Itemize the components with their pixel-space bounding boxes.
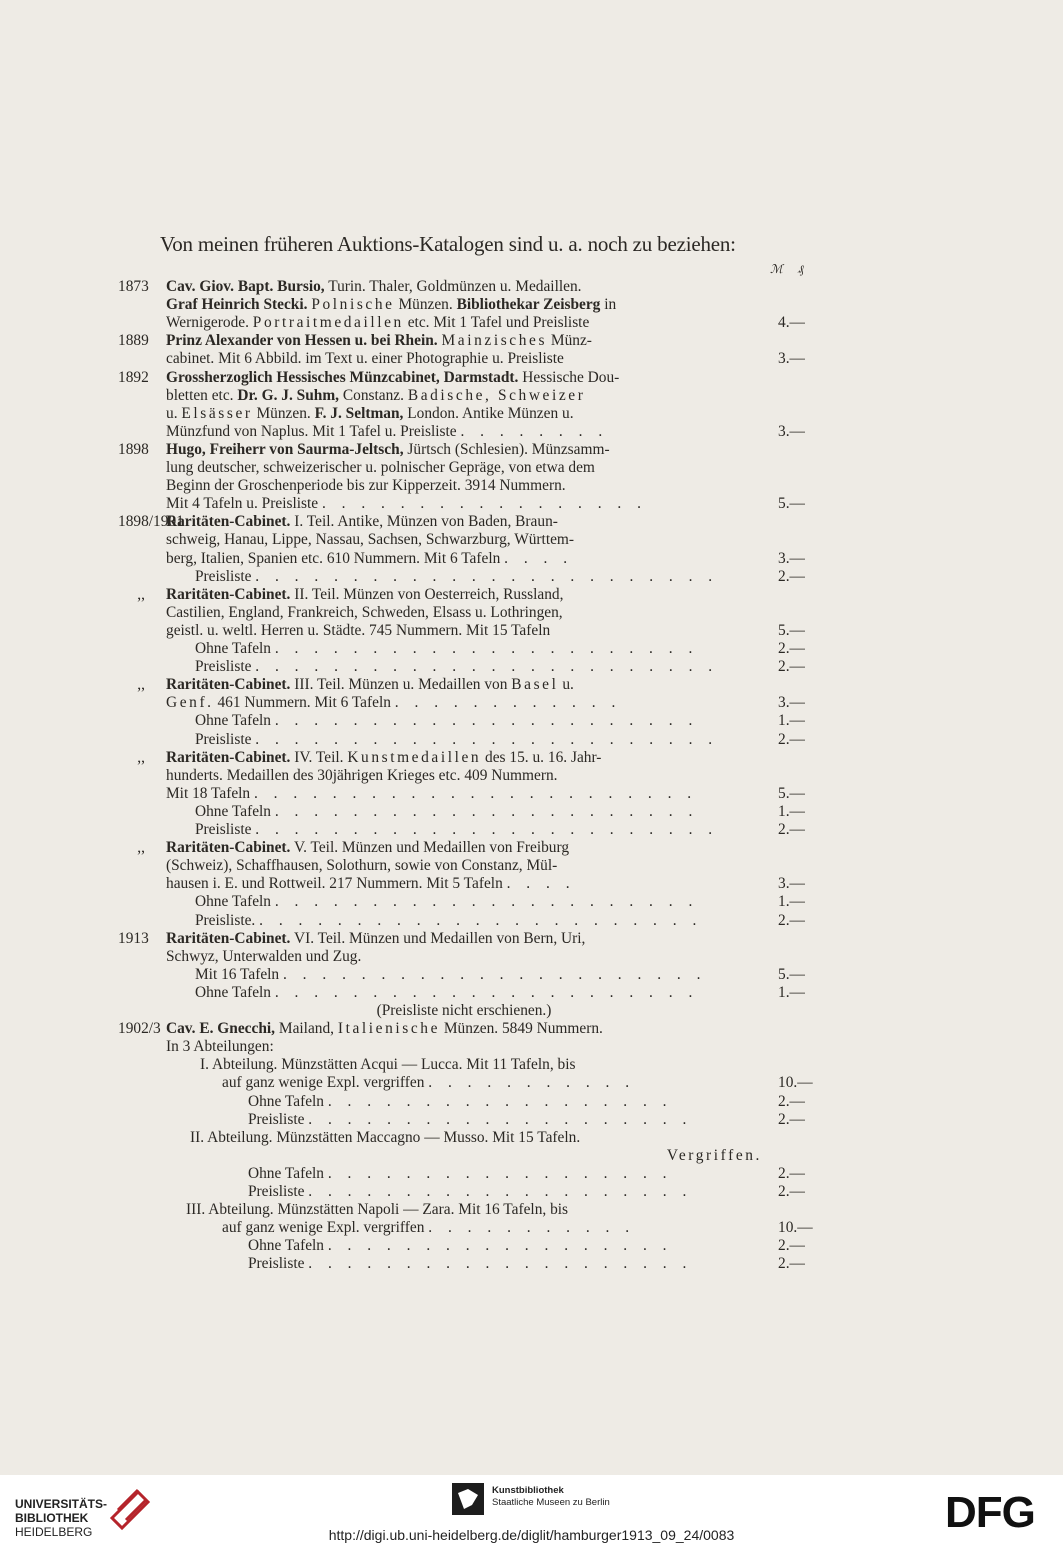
page-heading: Von meinen früheren Auktions-Katalogen sind u. a. noch zu beziehen: (160, 232, 736, 256)
catalog-line (200, 1056, 762, 1073)
catalog-line (166, 332, 762, 349)
line-text: (Preisliste nicht erschienen.) (376, 1002, 552, 1019)
entry-year: 1892 (118, 369, 149, 386)
dot-leader: . . . . . . . . . . . . . . . . . . . . . . . . (255, 658, 719, 675)
catalog-line (186, 1201, 762, 1218)
ub-line-3: HEIDELBERG (15, 1525, 93, 1539)
currency-header: ℳ ₰ (770, 262, 810, 276)
line-text: geistl. u. weltl. Herren u. Städte. 745 Nummern. Mit 15 Tafeln (166, 622, 551, 639)
catalog-line (222, 1219, 762, 1236)
entry-price: 2.— (778, 821, 805, 838)
kb-line-1: Kunstbibliothek (492, 1485, 564, 1496)
catalog-line (166, 405, 762, 422)
catalog-line (195, 640, 762, 657)
dot-leader: . . . . . . . . . . . . . . . . . . . . . . (274, 893, 699, 910)
catalog-line (166, 550, 762, 567)
line-text: III. Abteilung. Münzstätten Napoli — Zara. Mit 16 Tafeln, bis (186, 1201, 569, 1218)
line-text: Castilien, England, Frankreich, Schweden, Elsass u. Lothringen, (166, 604, 563, 621)
bold-name: Graf Heinrich Stecki. (166, 296, 308, 313)
line-text: Genf. (166, 694, 214, 711)
line-text: II. Teil. Münzen von Oesterreich, Russland, (290, 586, 564, 603)
catalog-line (166, 278, 762, 295)
line-text: Portraitmedaillen (252, 314, 404, 331)
entry-year: 1873 (118, 278, 149, 295)
entry-price: 2.— (778, 912, 805, 929)
line-text: Beginn der Groschenperiode bis zur Kipperzeit. 3914 Nummern. (166, 477, 566, 494)
bold-name: Raritäten-Cabinet. (166, 586, 291, 603)
catalog-line (195, 984, 762, 1001)
bold-name: Raritäten-Cabinet. (166, 513, 291, 530)
line-text: Preisliste (195, 821, 256, 838)
bold-name: Raritäten-Cabinet. (166, 676, 291, 693)
dot-leader: . . . . . . . . . . . . . . . . . . . . . . . (253, 785, 698, 802)
line-text: u. (166, 405, 182, 422)
catalog-line (166, 495, 762, 512)
line-text: Ohne Tafeln (195, 984, 275, 1001)
catalog-line (195, 912, 762, 929)
bold-name: Grossherzoglich Hessisches Münzcabinet, Darmstadt. (166, 369, 519, 386)
dot-leader: . . . . . . . . . . . . . . . . . . . . (308, 1183, 693, 1200)
dot-leader: . . . . . . . . . . . . . . . . . . . . . . . . (255, 731, 719, 748)
entry-price: 5.— (778, 495, 805, 512)
bold-name: Prinz Alexander von Hessen u. bei Rhein. (166, 332, 438, 349)
entry-price: 5.— (778, 966, 805, 983)
line-text: Kunstmedaillen (347, 749, 482, 766)
catalog-line (248, 1255, 762, 1272)
line-text: Münz- (547, 332, 592, 349)
entry-price: 2.— (778, 731, 805, 748)
entry-price: 2.— (778, 658, 805, 675)
kb-line-2: Staatliche Museen zu Berlin (492, 1497, 610, 1508)
kunstbibliothek-logo-icon (452, 1483, 484, 1515)
entry-price: 1.— (778, 893, 805, 910)
catalog-line (166, 604, 762, 621)
catalog-line (166, 1147, 762, 1164)
ub-line-1: UNIVERSITÄTS- (15, 1497, 108, 1511)
line-text: I. Teil. Antike, Münzen von Baden, Braun- (290, 513, 558, 530)
entry-price: 2.— (778, 640, 805, 657)
bold-name: Raritäten-Cabinet. (166, 749, 291, 766)
dot-leader: . . . . (504, 550, 574, 567)
line-text: II. Abteilung. Münzstätten Maccagno — Musso. Mit 15 Tafeln. (190, 1129, 581, 1146)
line-text: Münzfund von Naplus. Mit 1 Tafel u. Preisliste (166, 423, 461, 440)
bold-name: Dr. G. J. Suhm, (237, 387, 340, 404)
entry-price: 1.— (778, 803, 805, 820)
line-text: Mit 18 Tafeln (166, 785, 254, 802)
entry-price: 2.— (778, 1111, 805, 1128)
entry-year: 1898 (118, 441, 149, 458)
catalog-line (248, 1237, 762, 1254)
entry-price: 3.— (778, 694, 805, 711)
catalog-line (166, 694, 762, 711)
dot-leader: . . . . . . . . . . . . . . . . . . . . . . . . (255, 821, 719, 838)
bold-name: Raritäten-Cabinet. (166, 839, 291, 856)
line-text: Ohne Tafeln (248, 1093, 328, 1110)
line-text: auf ganz wenige Expl. vergriffen (222, 1074, 429, 1091)
line-text: Preisliste (195, 658, 256, 675)
catalog-line (195, 893, 762, 910)
line-text: (Schweiz), Schaffhausen, Solothurn, sowie von Constanz, Mül- (166, 857, 558, 874)
entry-price: 3.— (778, 350, 805, 367)
line-text: Basel (511, 676, 559, 693)
line-text: I. Abteilung. Münzstätten Acqui — Lucca. Mit 11 Tafeln, bis (200, 1056, 576, 1073)
line-text: Badische, Schweizer (407, 387, 586, 404)
line-text: Preisliste (248, 1111, 309, 1128)
catalog-line (166, 314, 762, 331)
catalog-line (195, 568, 762, 585)
line-text: Preisliste (248, 1183, 309, 1200)
dot-leader: . . . . . . . . . . . . . . . . . . . . . . . . (255, 568, 719, 585)
entry-price: 2.— (778, 568, 805, 585)
dot-leader: . . . . . . . . . . . . . . . . . . (327, 1237, 673, 1254)
kunstbibliothek-name (492, 1485, 610, 1509)
line-text: Mit 16 Tafeln (195, 966, 283, 983)
line-text: Münzen. (252, 405, 315, 422)
entry-price: 3.— (778, 875, 805, 892)
catalog-line (190, 1129, 762, 1146)
line-text: Preisliste. (195, 912, 260, 929)
line-text: 461 Nummern. Mit 6 Tafeln (213, 694, 395, 711)
catalog-line (166, 477, 762, 494)
line-text: Elsässer (181, 405, 253, 422)
line-text: hunderts. Medaillen des 30jährigen Krieges etc. 409 Nummern. (166, 767, 558, 784)
line-text: bletten etc. (166, 387, 238, 404)
line-text: Italienische (337, 1020, 441, 1037)
entry-year: ,, (118, 839, 145, 856)
line-text: Hessische Dou- (518, 369, 620, 386)
catalog-line (166, 459, 762, 476)
catalog-line (222, 1074, 762, 1091)
bold-name: Hugo, Freiherr von Saurma-Jeltsch, (166, 441, 404, 458)
dot-leader: . . . . . . . . . . . . . . . . . . . . . . (282, 966, 707, 983)
line-text: Mit 4 Tafeln u. Preisliste (166, 495, 322, 512)
catalog-line (166, 767, 762, 784)
line-text: VI. Teil. Münzen und Medaillen von Bern, Uri, (290, 930, 586, 947)
dot-leader: . . . . . . . . . . . . . . . . . (321, 495, 647, 512)
catalog-line (195, 803, 762, 820)
line-text: Vergriffen. (666, 1147, 762, 1164)
line-text: III. Teil. Münzen u. Medaillen von (290, 676, 512, 693)
catalog-line (166, 1002, 762, 1019)
line-text: auf ganz wenige Expl. vergriffen (222, 1219, 429, 1236)
entry-year: 1913 (118, 930, 149, 947)
line-text: Münzen. (394, 296, 457, 313)
entry-year: ,, (118, 586, 145, 603)
catalog-line (166, 930, 762, 947)
bold-name: F. J. Seltman, (314, 405, 404, 422)
catalog-line (166, 350, 762, 367)
dot-leader: . . . . . . . . . . . . (394, 694, 622, 711)
line-text: Ohne Tafeln (195, 803, 275, 820)
dot-leader: . . . . . . . . . . . . . . . . . . (327, 1165, 673, 1182)
catalog-line (195, 821, 762, 838)
entry-year: 1902/3 (118, 1020, 161, 1037)
dot-leader: . . . . . . . . . . . (428, 1219, 636, 1236)
line-text: hausen i. E. und Rottweil. 217 Nummern. Mit 5 Tafeln (166, 875, 507, 892)
catalog-line (166, 1020, 762, 1037)
catalog-line (166, 948, 762, 965)
line-text: Ohne Tafeln (248, 1165, 328, 1182)
catalog-line (166, 513, 762, 530)
line-text: in (600, 296, 617, 313)
entry-price: 10.— (778, 1219, 813, 1236)
line-text: etc. Mit 1 Tafel und Preisliste (403, 314, 590, 331)
catalog-line (166, 296, 762, 313)
line-text: lung deutscher, schweizerischer u. polnischer Gepräge, von etwa dem (166, 459, 595, 476)
catalog-line (166, 676, 762, 693)
catalog-line (195, 658, 762, 675)
line-text: Preisliste (195, 731, 256, 748)
line-text: Polnische (311, 296, 395, 313)
catalog-line (166, 622, 762, 639)
line-text: schweig, Hanau, Lippe, Nassau, Sachsen, Schwarzburg, Württem- (166, 531, 575, 548)
line-text: Ohne Tafeln (195, 712, 275, 729)
catalog-line (166, 531, 762, 548)
entry-price: 1.— (778, 984, 805, 1001)
catalog-line (166, 785, 762, 802)
dot-leader: . . . . . . . . . . . . . . . . . . . . . . (274, 803, 699, 820)
catalog-line (248, 1165, 762, 1182)
bold-name: Raritäten-Cabinet. (166, 930, 291, 947)
dfg-logo: DFG (945, 1488, 1035, 1537)
line-text: Constanz. (339, 387, 408, 404)
university-library-logo-icon (108, 1480, 154, 1532)
bold-name: Cav. E. Gnecchi, (166, 1020, 276, 1037)
catalog-line (166, 387, 762, 404)
entry-price: 2.— (778, 1165, 805, 1182)
catalog-line (166, 441, 762, 458)
line-text: Preisliste (195, 568, 256, 585)
catalog-line (248, 1093, 762, 1110)
line-text: des 15. u. 16. Jahr- (481, 749, 602, 766)
entry-price: 1.— (778, 712, 805, 729)
line-text: Wernigerode. (166, 314, 253, 331)
catalog-line (166, 749, 762, 766)
ub-line-2: BIBLIOTHEK (15, 1511, 89, 1525)
line-text: Turin. Thaler, Goldmünzen u. Medaillen. (324, 278, 582, 295)
catalog-line (166, 839, 762, 856)
dot-leader: . . . . . . . . . . . (428, 1074, 636, 1091)
catalog-line (166, 1038, 762, 1055)
permalink-url[interactable]: http://digi.ub.uni-heidelberg.de/diglit/hamburger1913_09_24/0083 (328, 1527, 735, 1543)
dot-leader: . . . . (506, 875, 576, 892)
line-text: Preisliste (248, 1255, 309, 1272)
catalog-line (166, 857, 762, 874)
entry-price: 5.— (778, 622, 805, 639)
entry-price: 3.— (778, 550, 805, 567)
line-text: Jürtsch (Schlesien). Münzsamm- (403, 441, 610, 458)
catalog-line (195, 712, 762, 729)
line-text: Mainzisches (441, 332, 548, 349)
entry-price: 2.— (778, 1255, 805, 1272)
entry-price: 5.— (778, 785, 805, 802)
line-text: IV. Teil. (290, 749, 348, 766)
line-text: u. (558, 676, 574, 693)
line-text: Ohne Tafeln (248, 1237, 328, 1254)
entry-year: 1898/1901 (118, 513, 184, 530)
line-text: Ohne Tafeln (195, 640, 275, 657)
catalog-line (195, 966, 762, 983)
dot-leader: . . . . . . . . . . . . . . . . . . . . . . (274, 640, 699, 657)
catalog-line (248, 1111, 762, 1128)
dot-leader: . . . . . . . . . . . . . . . . . . . . . . (274, 984, 699, 1001)
dot-leader: . . . . . . . . . . . . . . . . . . . . (308, 1111, 693, 1128)
entry-price: 2.— (778, 1093, 805, 1110)
catalog-line (248, 1183, 762, 1200)
entry-price: 10.— (778, 1074, 813, 1091)
line-text: In 3 Abteilungen: (166, 1038, 274, 1055)
entry-year: ,, (118, 676, 145, 693)
entry-price: 4.— (778, 314, 805, 331)
catalog-line (166, 875, 762, 892)
entry-year: 1889 (118, 332, 149, 349)
line-text: Ohne Tafeln (195, 893, 275, 910)
dot-leader: . . . . . . . . . . . . . . . . . . . . (308, 1255, 693, 1272)
dot-leader: . . . . . . . . (460, 423, 609, 440)
catalog-line (166, 423, 762, 440)
catalog-line (195, 731, 762, 748)
dot-leader: . . . . . . . . . . . . . . . . . . . . . . (274, 712, 699, 729)
dot-leader: . . . . . . . . . . . . . . . . . . . . . . . (259, 912, 703, 929)
entry-price: 3.— (778, 423, 805, 440)
line-text: berg, Italien, Spanien etc. 610 Nummern. Mit 6 Tafeln (166, 550, 505, 567)
line-text: Mailand, (275, 1020, 338, 1037)
catalog-line (166, 586, 762, 603)
line-text: cabinet. Mit 6 Abbild. im Text u. einer Photographie u. Preisliste (166, 350, 564, 367)
line-text: London. Antike Münzen u. (403, 405, 574, 422)
entry-price: 2.— (778, 1183, 805, 1200)
bold-name: Cav. Giov. Bapt. Bursio, (166, 278, 325, 295)
catalog-line (166, 369, 762, 386)
line-text: V. Teil. Münzen und Medaillen von Freiburg (290, 839, 570, 856)
bold-name: Bibliothekar Zeisberg (456, 296, 601, 313)
entry-year: ,, (118, 749, 145, 766)
line-text: Schwyz, Unterwalden und Zug. (166, 948, 362, 965)
dot-leader: . . . . . . . . . . . . . . . . . . (327, 1093, 673, 1110)
line-text: Münzen. 5849 Nummern. (440, 1020, 603, 1037)
entry-price: 2.— (778, 1237, 805, 1254)
